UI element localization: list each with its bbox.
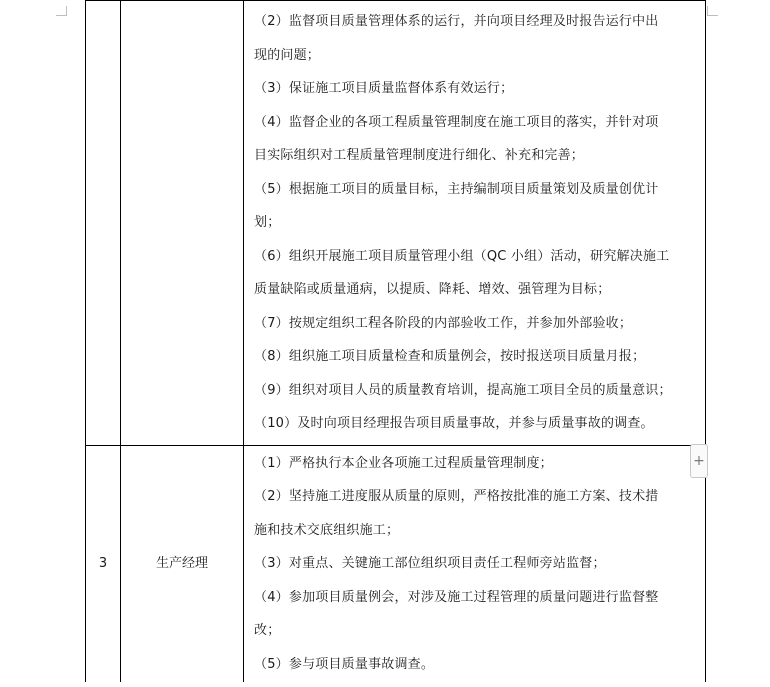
duty-line: （1）严格执行本企业各项施工过程质量管理制度； [254, 455, 553, 471]
crop-mark-left-h [56, 15, 67, 16]
duty-line: （5）参与项目质量事故调查。 [254, 656, 435, 672]
table-row [86, 446, 706, 683]
responsibility-table [85, 0, 706, 682]
duty-line: （10）及时向项目经理报告项目质量事故，并参与质量事故的调查。 [254, 416, 654, 432]
duty-line: （2）监督项目质量管理体系的运行，并向项目经理及时报告运行中出 [254, 14, 659, 30]
duty-line: 目实际组织对工程质量管理制度进行细化、补充和完善； [254, 148, 585, 164]
role-name: 生产经理 [155, 556, 208, 571]
duty-line: （6）组织开展施工项目质量管理小组（QC 小组）活动，研究解决施工 [254, 248, 670, 264]
duties-cell [244, 1, 706, 446]
duty-line: （3）保证施工项目质量监督体系有效运行； [254, 81, 514, 97]
duty-line: （8）组织施工项目质量检查和质量例会，按时报送项目质量月报； [254, 349, 646, 365]
duty-line: 现的问题； [254, 47, 321, 63]
duty-line: 施和技术交底组织施工； [254, 522, 400, 538]
duty-line: 质量缺陷或质量通病，以提质、降耗、增效、强管理为目标； [254, 282, 611, 298]
add-row-button[interactable] [690, 444, 708, 478]
duties-cell [244, 446, 706, 683]
duty-line: （2）坚持施工进度服从质量的原则，严格按批准的施工方案、技术措 [254, 489, 659, 505]
duty-line: （5）根据施工项目的质量目标，主持编制项目质量策划及质量创优计 [254, 181, 659, 197]
duty-line: （4）监督企业的各项工程质量管理制度在施工项目的落实，并针对项 [254, 114, 659, 130]
row-number-cell [86, 446, 121, 683]
table-row [86, 1, 706, 446]
crop-mark-right-h [707, 15, 718, 16]
duty-line: 改； [254, 623, 281, 639]
duty-line: （9）组织对项目人员的质量教育培训，提高施工项目全员的质量意识； [254, 382, 672, 398]
duty-line: （4）参加项目质量例会，对涉及施工过程管理的质量问题进行监督整 [254, 589, 659, 605]
duty-line: （7）按规定组织工程各阶段的内部验收工作，并参加外部验收； [254, 315, 633, 331]
duty-line: （3）对重点、关键施工部位组织项目责任工程师旁站监督； [254, 556, 606, 572]
row-number: 3 [98, 556, 108, 571]
duty-line: 划； [254, 215, 281, 231]
row-number-cell [86, 1, 121, 446]
plus-icon: + [693, 453, 705, 469]
role-cell [121, 446, 244, 683]
role-cell [121, 1, 244, 446]
